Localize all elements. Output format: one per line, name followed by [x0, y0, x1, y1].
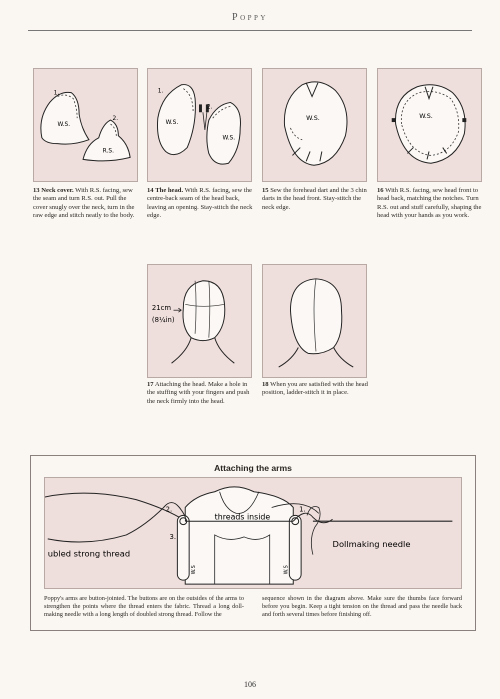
arms-text-right: sequence shown in the diagram above. Make sure the thumbs face forward before you begin. Keep a tight tension on the thread and pass the needle back and forth several times before finishing off. [262, 595, 462, 619]
needle-label: Dollmaking needle [332, 538, 411, 549]
label-1: 1. [53, 90, 60, 97]
step-13-illustration [33, 68, 138, 182]
label-3: 3. [169, 532, 177, 541]
step-13-number: 13 [33, 187, 40, 194]
step-16-caption [377, 187, 483, 221]
label-2: 2. [112, 116, 119, 123]
step-14-title: The head. [155, 187, 184, 194]
label-ws: W.S. [306, 114, 320, 123]
step-16-text: With R.S. facing, sew head front to head back, matching the notches. Turn R.S. out and stuff carefully, shaping the head with your hands as you work. [377, 187, 482, 220]
step-14-text: With R.S. facing, sew the centre-back seam of the head back, leaving an opening. Stay-stitch the neck edge. [147, 187, 253, 220]
label-2: 2. [206, 104, 213, 111]
step-13-text: With R.S. facing, sew the seam and turn R.S. out. Pull the cover snugly over the neck, turn in the raw edge and stitch neatly to the body. [33, 187, 135, 220]
step-17-caption [147, 381, 253, 406]
label-ws: W.S. [222, 135, 236, 142]
label-1: 1. [157, 88, 164, 95]
threads-inside-label: threads inside [214, 512, 271, 522]
step-17-number: 17 [147, 381, 154, 388]
label-ws: W.S. [57, 121, 71, 128]
step-18-text: When you are satisfied with the head position, ladder-stitch it in place. [262, 381, 368, 397]
step-18-illustration [262, 264, 367, 378]
doubled-thread-label: ubled strong thread [47, 548, 131, 559]
step-17-text: Attaching the head. Make a hole in the stuffing with your fingers and push the neck firmly into the head. [147, 381, 250, 405]
step-18-number: 18 [262, 381, 269, 388]
step-13-title: Neck cover. [41, 187, 74, 194]
label-2: 2. [165, 505, 173, 514]
measure-inch-label: (8¼in) [151, 315, 175, 324]
step-15-text: Sew the forehead dart and the 3 chin darts in the head front. Stay-stitch the neck edge. [262, 187, 367, 211]
arms-title: Attaching the arms [214, 463, 292, 473]
label-ws: W.S. [419, 112, 433, 121]
step-16-illustration [377, 68, 482, 182]
page-number: 106 [244, 680, 256, 689]
header-rule [28, 30, 472, 31]
step-14-number: 14 [147, 187, 154, 194]
label-ws: W.S. [165, 120, 179, 127]
measure-label: 21cm [151, 304, 172, 313]
step-14-illustration [147, 68, 252, 182]
step-15-illustration [262, 68, 367, 182]
step-14-caption [147, 187, 253, 221]
arms-illustration [44, 477, 462, 589]
arm-left-ws-label: W.S [191, 565, 198, 575]
step-18-caption [262, 381, 368, 398]
arm-right-ws-label: W.S [283, 565, 290, 575]
label-1: 1. [299, 505, 306, 514]
step-15-number: 15 [262, 187, 269, 194]
running-header: Poppy [232, 12, 268, 23]
step-13-caption [33, 187, 139, 221]
step-15-caption [262, 187, 368, 212]
arms-text-left: Poppy's arms are button-jointed. The buttons are on the outsides of the arms to strengthen the points where the thread enters the fabric. Thread a long doll-making needle with a long length of doubled strong thread. Follow the [44, 595, 244, 619]
step-17-illustration [147, 264, 252, 378]
step-16-number: 16 [377, 187, 384, 194]
label-rs: R.S. [102, 148, 115, 155]
